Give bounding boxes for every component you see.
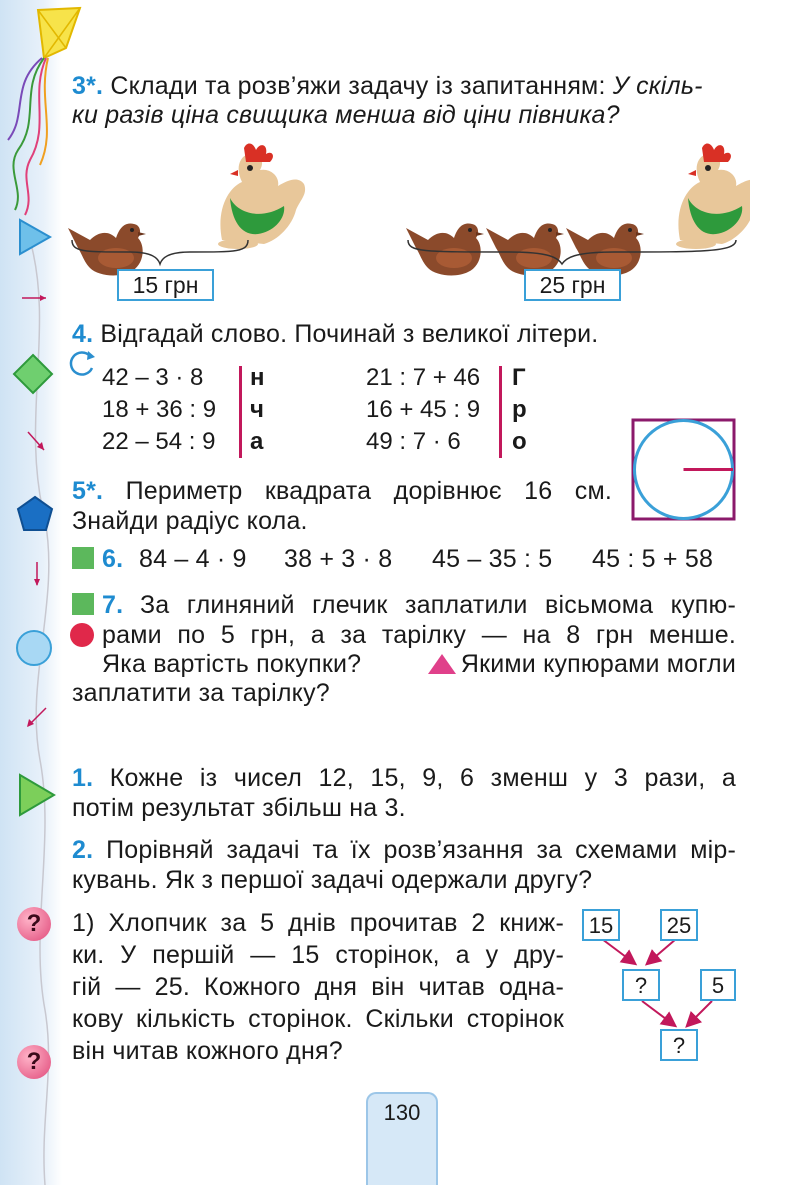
page-number: 130 — [366, 1092, 438, 1185]
schema-box-15: 15 — [582, 909, 620, 941]
task7-line4: заплатити за тарілку? — [72, 679, 330, 707]
task4-right-exprs: 21 : 7 + 46 16 + 45 : 9 49 : 7 · 6 — [366, 364, 481, 455]
subtask-1: 1) Хлопчик за 5 днів прочитав 2 книж- ки. У першій — 15 сторінок, а у дру- гій — 25. Кожного дня він читав одна- кову кількість сторінок. Скільки сторінок він читав кожного дня? — [72, 909, 564, 1065]
square-circle-figure — [630, 417, 738, 523]
task5-line2: Знайди радіус кола. — [72, 507, 308, 535]
price-left: 15 грн — [117, 269, 214, 301]
schema-box-result: ? — [660, 1029, 698, 1061]
task7-number: 7. — [102, 591, 124, 619]
task4-left-letters: н ч а — [250, 364, 265, 455]
divider-left — [239, 366, 242, 458]
divider-right — [499, 366, 502, 458]
task-b2-line1: 2. Порівняй задачі та їх розв’язання за схемами мір- — [72, 836, 736, 864]
task7-line2: рами по 5 грн, а за тарілку — на 8 грн менше. — [102, 621, 736, 649]
circle-icon — [17, 631, 51, 665]
task4-right-letters: Г р о — [512, 364, 527, 455]
task3-line1: 3*. Склади та розв’яжи задачу із запитанням: У скіль- — [72, 72, 703, 100]
task-b1-line1: 1. Кожне із чисел 12, 15, 9, 6 зменш у 3 рази, а — [72, 764, 736, 792]
task7-line3: Яка вартість покупки? Якими купюрами могли — [102, 650, 736, 678]
question-mark-icon: ? — [17, 907, 51, 941]
task-b2-line2: кувань. Як з першої задачі одержали другу? — [72, 866, 593, 894]
task6-number: 6. — [102, 545, 124, 573]
triangle-icon — [20, 220, 50, 254]
price-right: 25 грн — [524, 269, 621, 301]
schema-box-5: 5 — [700, 969, 736, 1001]
task-b1-line2: потім результат збільш на 3. — [72, 794, 406, 822]
task-number: 3*. — [72, 72, 104, 100]
task4-left-exprs: 42 – 3 · 8 18 + 36 : 9 22 – 54 : 9 — [102, 364, 217, 455]
diamond-icon — [14, 355, 52, 393]
task6-expr: 38 + 3 · 8 — [284, 545, 393, 573]
pentagon-icon — [18, 497, 52, 530]
red-circle-icon — [70, 623, 94, 647]
question-mark-icon: ? — [17, 1045, 51, 1079]
green-triangle-icon — [20, 775, 54, 815]
schema-box-25: 25 — [660, 909, 698, 941]
repeat-icon — [66, 348, 98, 380]
task6-expr: 45 – 35 : 5 — [432, 545, 553, 573]
task6-expr: 84 – 4 · 9 — [139, 545, 247, 573]
task7-line1: За глиняний глечик заплатили вісьмома купю- — [140, 591, 736, 619]
green-square-icon — [72, 547, 94, 569]
task5-line1: 5*. Периметр квадрата дорівнює 16 см. — [72, 477, 612, 505]
schema-box-question: ? — [622, 969, 660, 1001]
task3-line2: ки разів ціна свищика менша від ціни півника? — [72, 101, 620, 129]
task4-line: 4. Відгадай слово. Починай з великої літери. — [72, 320, 599, 348]
green-square-icon — [72, 593, 94, 615]
pink-triangle-icon — [427, 653, 457, 675]
task6-expr: 45 : 5 + 58 — [592, 545, 714, 573]
